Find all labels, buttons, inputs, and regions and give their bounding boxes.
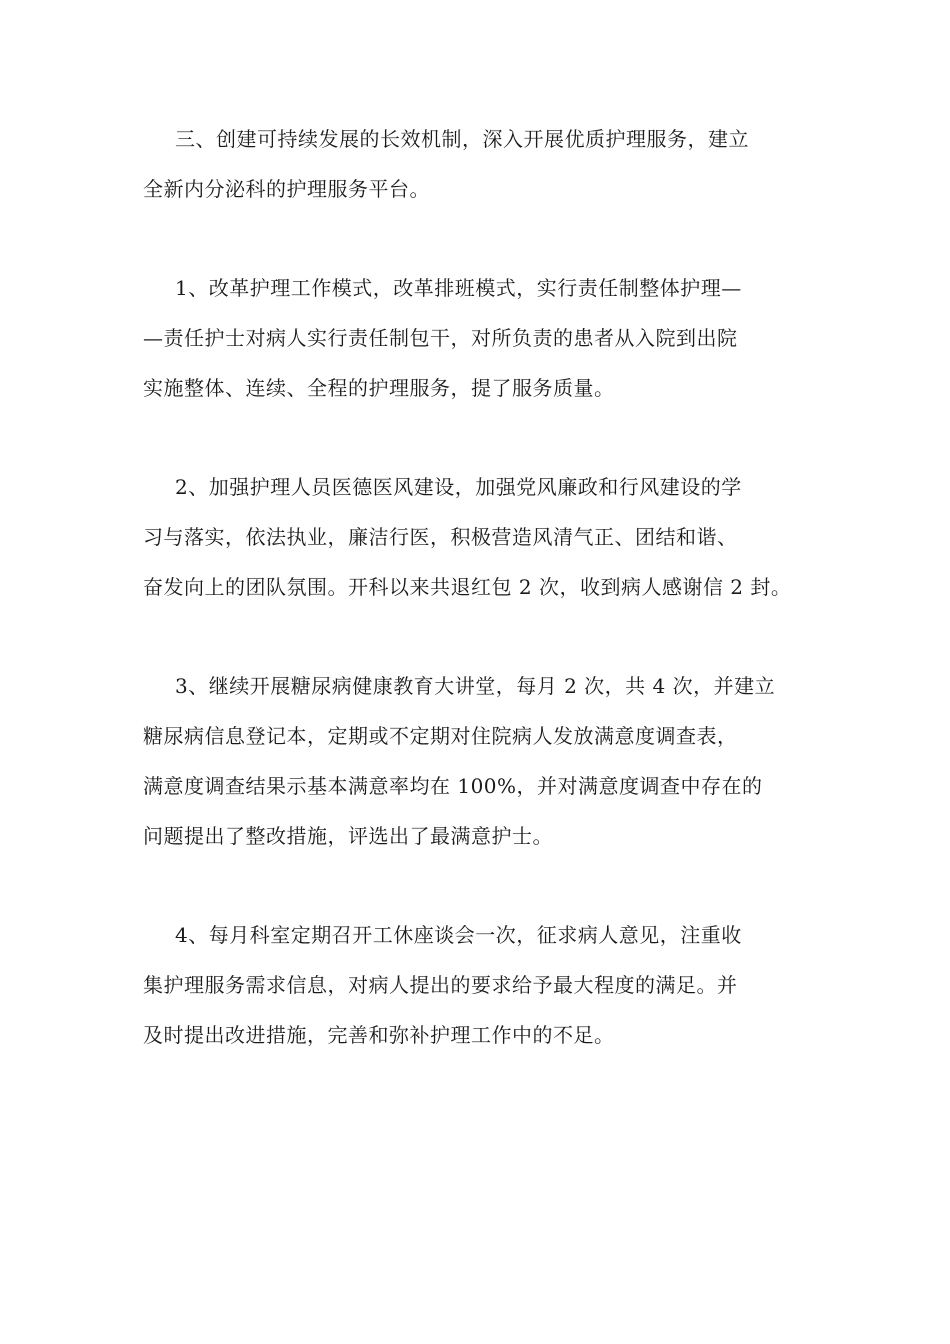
paragraph-line: 实施整体、连续、全程的护理服务，提了服务质量。 [143, 376, 615, 400]
paragraph-line: 问题提出了整改措施，评选出了最满意护士。 [143, 824, 553, 848]
paragraph-line: 全新内分泌科的护理服务平台。 [143, 177, 430, 201]
paragraph-line: 2、加强护理人员医德医风建设，加强党风廉政和行风建设的学 [175, 475, 742, 499]
paragraph-line: 集护理服务需求信息，对病人提出的要求给予最大程度的满足。并 [143, 973, 738, 997]
paragraph-line: 及时提出改进措施，完善和弥补护理工作中的不足。 [143, 1023, 615, 1047]
paragraph-line: 3、继续开展糖尿病健康教育大讲堂，每月 2 次，共 4 次，并建立 [175, 674, 776, 698]
paragraph-line: 糖尿病信息登记本，定期或不定期对住院病人发放满意度调查表， [143, 724, 738, 748]
paragraph-line: 奋发向上的团队氛围。开科以来共退红包 2 次，收到病人感谢信 2 封。 [143, 575, 792, 599]
paragraph-line: 满意度调查结果示基本满意率均在 100%，并对满意度调查中存在的 [143, 774, 763, 798]
paragraph-line: 习与落实，依法执业，廉洁行医，积极营造风清气正、团结和谐、 [143, 525, 738, 549]
paragraph-line: 三、创建可持续发展的长效机制，深入开展优质护理服务，建立 [175, 127, 749, 151]
paragraph-line: 4、每月科室定期召开工休座谈会一次，征求病人意见，注重收 [175, 923, 742, 947]
paragraph-line: —责任护士对病人实行责任制包干，对所负责的患者从入院到出院 [143, 326, 738, 350]
paragraph-line: 1、改革护理工作模式，改革排班模式，实行责任制整体护理— [175, 276, 742, 300]
